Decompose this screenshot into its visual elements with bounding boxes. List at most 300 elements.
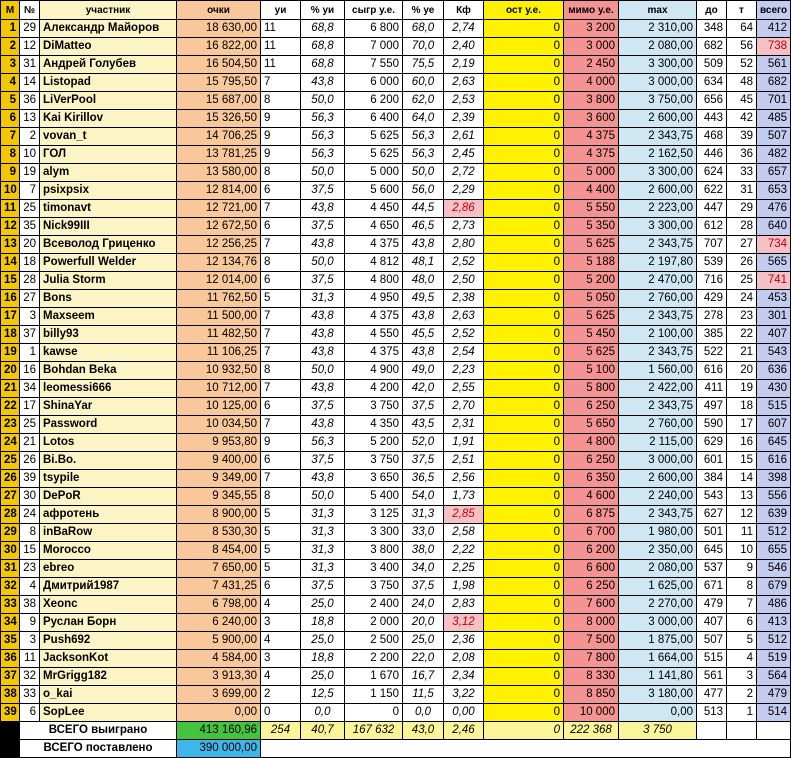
cell-played: 4 375: [345, 236, 403, 254]
cell-played: 3 800: [345, 542, 403, 560]
cell-pct-ye: 43,8: [403, 308, 444, 326]
cell-kf: 2,83: [444, 596, 484, 614]
cell-participant-name: Morocco: [40, 542, 177, 560]
cell-ui: 5: [261, 290, 301, 308]
cell-do: 682: [697, 38, 727, 56]
cell-points: 18 630,00: [177, 20, 261, 38]
cell-total: 565: [757, 254, 791, 272]
cell-t: 24: [727, 290, 757, 308]
cell-max: 3 300,00: [619, 164, 697, 182]
cell-pct-ui: 43,8: [301, 344, 345, 362]
cell-pct-ui: 56,3: [301, 434, 345, 452]
cell-kf: 2,34: [444, 668, 484, 686]
cell-participant-name: Nick99III: [40, 218, 177, 236]
cell-do: 443: [697, 110, 727, 128]
cell-kf: 2,31: [444, 416, 484, 434]
cell-ost: 0: [484, 596, 564, 614]
cell-participant-name: o_kai: [40, 686, 177, 704]
table-row: [1, 614, 791, 632]
cell-mimo: 5 450: [564, 326, 619, 344]
cell-ost: 0: [484, 398, 564, 416]
cell-participant-name: SopLee: [40, 704, 177, 722]
cell-participant-name: billy93: [40, 326, 177, 344]
cell-place: 20: [1, 362, 20, 380]
cell-pct-ye: 16,7: [403, 668, 444, 686]
col-header-pct-ui: % уи: [301, 1, 345, 20]
totals-max: 3 750: [619, 722, 697, 740]
col-header-m: М: [1, 1, 20, 20]
cell-ost: 0: [484, 362, 564, 380]
cell-mimo: 5 650: [564, 416, 619, 434]
cell-do: 539: [697, 254, 727, 272]
table-row: [1, 380, 791, 398]
cell-do: 501: [697, 524, 727, 542]
cell-max: 2 270,00: [619, 596, 697, 614]
cell-number: 8: [20, 524, 40, 542]
cell-played: 2 400: [345, 596, 403, 614]
cell-place: 25: [1, 452, 20, 470]
cell-kf: 2,74: [444, 20, 484, 38]
cell-pct-ye: 37,5: [403, 452, 444, 470]
cell-t: 7: [727, 596, 757, 614]
cell-kf: 2,52: [444, 326, 484, 344]
cell-kf: 2,25: [444, 560, 484, 578]
cell-number: 11: [20, 650, 40, 668]
cell-points: 15 687,00: [177, 92, 261, 110]
cell-do: 561: [697, 668, 727, 686]
cell-t: 1: [727, 704, 757, 722]
table-row: [1, 20, 791, 38]
cell-pct-ye: 43,8: [403, 236, 444, 254]
cell-ui: 7: [261, 74, 301, 92]
cell-ost: 0: [484, 200, 564, 218]
cell-pct-ye: 62,0: [403, 92, 444, 110]
cell-pct-ui: 50,0: [301, 362, 345, 380]
standings-body: [1, 20, 791, 722]
cell-max: 2 343,75: [619, 344, 697, 362]
cell-ui: 4: [261, 596, 301, 614]
cell-played: 6 800: [345, 20, 403, 38]
cell-do: 384: [697, 470, 727, 488]
cell-pct-ye: 64,0: [403, 110, 444, 128]
table-row: [1, 362, 791, 380]
cell-mimo: 6 250: [564, 452, 619, 470]
cell-ui: 9: [261, 434, 301, 452]
cell-mimo: 5 625: [564, 308, 619, 326]
cell-kf: 2,53: [444, 92, 484, 110]
cell-played: 4 900: [345, 362, 403, 380]
cell-mimo: 7 500: [564, 632, 619, 650]
cell-kf: 1,73: [444, 488, 484, 506]
cell-do: 629: [697, 434, 727, 452]
cell-t: 27: [727, 236, 757, 254]
cell-max: 2 197,80: [619, 254, 697, 272]
cell-t: 18: [727, 398, 757, 416]
cell-total: 607: [757, 416, 791, 434]
cell-number: 23: [20, 560, 40, 578]
cell-pct-ye: 45,5: [403, 326, 444, 344]
cell-played: 5 625: [345, 128, 403, 146]
cell-points: 11 482,50: [177, 326, 261, 344]
cell-played: 4 812: [345, 254, 403, 272]
cell-pct-ye: 56,0: [403, 182, 444, 200]
cell-place: 16: [1, 290, 20, 308]
col-header-kf: Кф: [444, 1, 484, 20]
cell-number: 9: [20, 614, 40, 632]
cell-max: 1 980,00: [619, 524, 697, 542]
cell-kf: 2,85: [444, 506, 484, 524]
table-row: [1, 452, 791, 470]
cell-do: 645: [697, 542, 727, 560]
cell-ost: 0: [484, 470, 564, 488]
cell-pct-ye: 68,0: [403, 20, 444, 38]
cell-pct-ye: 22,0: [403, 650, 444, 668]
cell-ui: 7: [261, 236, 301, 254]
cell-mimo: 5 800: [564, 380, 619, 398]
totals-empty-do: [697, 722, 727, 740]
cell-t: 22: [727, 326, 757, 344]
cell-max: 3 000,00: [619, 452, 697, 470]
cell-pct-ye: 48,0: [403, 272, 444, 290]
col-header-mimo: мимо у.е.: [564, 1, 619, 20]
totals-played: 167 632: [345, 722, 403, 740]
cell-max: 2 162,50: [619, 146, 697, 164]
cell-place: 8: [1, 146, 20, 164]
cell-pct-ui: 25,0: [301, 632, 345, 650]
cell-number: 16: [20, 362, 40, 380]
table-row: [1, 326, 791, 344]
table-row: [1, 632, 791, 650]
cell-do: 671: [697, 578, 727, 596]
cell-ost: 0: [484, 704, 564, 722]
cell-do: 537: [697, 560, 727, 578]
cell-points: 8 900,00: [177, 506, 261, 524]
cell-played: 5 625: [345, 146, 403, 164]
cell-points: 10 712,00: [177, 380, 261, 398]
cell-kf: 2,80: [444, 236, 484, 254]
cell-t: 10: [727, 542, 757, 560]
cell-place: 3: [1, 56, 20, 74]
cell-mimo: 6 250: [564, 398, 619, 416]
cell-max: 2 240,00: [619, 488, 697, 506]
cell-place: 31: [1, 560, 20, 578]
cell-max: 2 310,00: [619, 20, 697, 38]
cell-pct-ye: 0,0: [403, 704, 444, 722]
cell-ost: 0: [484, 254, 564, 272]
cell-kf: 2,38: [444, 290, 484, 308]
cell-pct-ui: 56,3: [301, 146, 345, 164]
cell-played: 4 450: [345, 200, 403, 218]
cell-pct-ui: 43,8: [301, 416, 345, 434]
cell-played: 2 000: [345, 614, 403, 632]
cell-kf: 1,98: [444, 578, 484, 596]
cell-ost: 0: [484, 416, 564, 434]
cell-played: 3 750: [345, 398, 403, 416]
cell-total: 734: [757, 236, 791, 254]
cell-number: 12: [20, 38, 40, 56]
cell-total: 561: [757, 56, 791, 74]
cell-played: 3 125: [345, 506, 403, 524]
cell-t: 25: [727, 272, 757, 290]
cell-max: 2 223,00: [619, 200, 697, 218]
cell-do: 707: [697, 236, 727, 254]
cell-ui: 8: [261, 488, 301, 506]
cell-pct-ui: 31,3: [301, 542, 345, 560]
cell-max: 2 343,75: [619, 236, 697, 254]
cell-t: 15: [727, 452, 757, 470]
cell-kf: 1,91: [444, 434, 484, 452]
cell-ost: 0: [484, 146, 564, 164]
cell-max: 1 560,00: [619, 362, 697, 380]
cell-ost: 0: [484, 614, 564, 632]
cell-ost: 0: [484, 452, 564, 470]
totals-ui: 254: [261, 722, 301, 740]
cell-points: 7 431,25: [177, 578, 261, 596]
cell-pct-ye: 31,3: [403, 506, 444, 524]
table-row: [1, 650, 791, 668]
cell-pct-ui: 18,8: [301, 650, 345, 668]
cell-ost: 0: [484, 488, 564, 506]
cell-participant-name: ShinaYar: [40, 398, 177, 416]
cell-t: 16: [727, 434, 757, 452]
cell-pct-ui: 50,0: [301, 92, 345, 110]
cell-points: 11 500,00: [177, 308, 261, 326]
cell-kf: 2,39: [444, 110, 484, 128]
totals-staked-label: ВСЕГО поставлено: [20, 740, 177, 758]
cell-ui: 8: [261, 164, 301, 182]
cell-t: 19: [727, 380, 757, 398]
cell-ui: 5: [261, 560, 301, 578]
cell-max: 2 343,75: [619, 128, 697, 146]
cell-mimo: 5 000: [564, 164, 619, 182]
table-row: [1, 344, 791, 362]
cell-t: 64: [727, 20, 757, 38]
cell-total: 512: [757, 632, 791, 650]
cell-do: 407: [697, 614, 727, 632]
cell-number: 26: [20, 452, 40, 470]
totals-staked-value: 390 000,00: [177, 740, 261, 758]
table-row: [1, 218, 791, 236]
cell-place: 13: [1, 236, 20, 254]
cell-kf: 2,54: [444, 344, 484, 362]
cell-do: 429: [697, 290, 727, 308]
cell-number: 14: [20, 74, 40, 92]
cell-mimo: 5 188: [564, 254, 619, 272]
cell-mimo: 5 050: [564, 290, 619, 308]
cell-number: 27: [20, 290, 40, 308]
cell-pct-ye: 43,5: [403, 416, 444, 434]
cell-played: 6 200: [345, 92, 403, 110]
cell-max: 2 600,00: [619, 110, 697, 128]
cell-max: 2 470,00: [619, 272, 697, 290]
cell-pct-ye: 56,3: [403, 128, 444, 146]
cell-number: 29: [20, 20, 40, 38]
cell-place: 22: [1, 398, 20, 416]
cell-t: 42: [727, 110, 757, 128]
col-header-pct-ye: % уе: [403, 1, 444, 20]
cell-participant-name: Powerfull Welder: [40, 254, 177, 272]
table-row: [1, 542, 791, 560]
cell-points: 10 034,50: [177, 416, 261, 434]
cell-ui: 9: [261, 146, 301, 164]
cell-total: 640: [757, 218, 791, 236]
cell-participant-name: Александр Майоров: [40, 20, 177, 38]
cell-points: 9 345,55: [177, 488, 261, 506]
cell-number: 25: [20, 200, 40, 218]
cell-do: 468: [697, 128, 727, 146]
table-row: [1, 146, 791, 164]
cell-do: 590: [697, 416, 727, 434]
cell-pct-ui: 43,8: [301, 470, 345, 488]
cell-t: 33: [727, 164, 757, 182]
cell-mimo: 6 350: [564, 470, 619, 488]
cell-ui: 8: [261, 362, 301, 380]
cell-mimo: 6 700: [564, 524, 619, 542]
cell-do: 479: [697, 596, 727, 614]
cell-participant-name: ebreo: [40, 560, 177, 578]
cell-number: 20: [20, 236, 40, 254]
cell-t: 26: [727, 254, 757, 272]
cell-ui: 6: [261, 182, 301, 200]
cell-place: 37: [1, 668, 20, 686]
totals-spacer: [1, 722, 20, 740]
cell-ost: 0: [484, 182, 564, 200]
cell-pct-ui: 50,0: [301, 164, 345, 182]
col-header-played: сыгр у.е.: [345, 1, 403, 20]
cell-mimo: 5 200: [564, 272, 619, 290]
cell-t: 6: [727, 614, 757, 632]
cell-number: 31: [20, 56, 40, 74]
cell-max: 2 343,75: [619, 506, 697, 524]
cell-total: 301: [757, 308, 791, 326]
cell-points: 3 913,30: [177, 668, 261, 686]
table-row: [1, 578, 791, 596]
cell-max: 1 141,80: [619, 668, 697, 686]
cell-played: 7 000: [345, 38, 403, 56]
cell-played: 4 350: [345, 416, 403, 434]
cell-max: 2 343,75: [619, 398, 697, 416]
table-row: [1, 128, 791, 146]
cell-mimo: 4 375: [564, 128, 619, 146]
cell-do: 543: [697, 488, 727, 506]
cell-number: 19: [20, 164, 40, 182]
cell-mimo: 5 625: [564, 236, 619, 254]
totals-staked-row: [1, 740, 791, 758]
cell-points: 9 953,80: [177, 434, 261, 452]
cell-number: 15: [20, 542, 40, 560]
cell-mimo: 4 400: [564, 182, 619, 200]
table-row: [1, 254, 791, 272]
cell-ui: 6: [261, 272, 301, 290]
cell-ost: 0: [484, 110, 564, 128]
cell-t: 17: [727, 416, 757, 434]
cell-played: 5 000: [345, 164, 403, 182]
cell-mimo: 4 800: [564, 434, 619, 452]
cell-do: 601: [697, 452, 727, 470]
cell-number: 30: [20, 488, 40, 506]
cell-pct-ui: 18,8: [301, 614, 345, 632]
totals-spacer-2: [1, 740, 20, 758]
cell-ost: 0: [484, 290, 564, 308]
cell-ui: 8: [261, 254, 301, 272]
cell-ost: 0: [484, 326, 564, 344]
cell-t: 45: [727, 92, 757, 110]
cell-do: 522: [697, 344, 727, 362]
cell-points: 8 454,00: [177, 542, 261, 560]
cell-kf: 2,08: [444, 650, 484, 668]
cell-max: 2 600,00: [619, 182, 697, 200]
cell-kf: 2,73: [444, 218, 484, 236]
cell-pct-ui: 0,0: [301, 704, 345, 722]
cell-played: 0: [345, 704, 403, 722]
cell-played: 4 200: [345, 380, 403, 398]
cell-pct-ui: 25,0: [301, 596, 345, 614]
cell-points: 16 822,00: [177, 38, 261, 56]
cell-pct-ye: 48,1: [403, 254, 444, 272]
cell-participant-name: Xeonc: [40, 596, 177, 614]
cell-mimo: 5 625: [564, 344, 619, 362]
cell-place: 2: [1, 38, 20, 56]
cell-kf: 2,29: [444, 182, 484, 200]
cell-played: 6 000: [345, 74, 403, 92]
cell-ost: 0: [484, 524, 564, 542]
cell-pct-ye: 70,0: [403, 38, 444, 56]
cell-total: 519: [757, 650, 791, 668]
cell-t: 4: [727, 650, 757, 668]
cell-kf: 3,22: [444, 686, 484, 704]
cell-kf: 3,12: [444, 614, 484, 632]
cell-participant-name: tsypile: [40, 470, 177, 488]
cell-ui: 5: [261, 506, 301, 524]
cell-ost: 0: [484, 56, 564, 74]
cell-total: 616: [757, 452, 791, 470]
cell-kf: 2,51: [444, 452, 484, 470]
col-header-n: №: [20, 1, 40, 20]
cell-max: 2 422,00: [619, 380, 697, 398]
cell-played: 2 500: [345, 632, 403, 650]
cell-points: 6 798,00: [177, 596, 261, 614]
table-row: [1, 272, 791, 290]
cell-pct-ui: 37,5: [301, 578, 345, 596]
cell-total: 507: [757, 128, 791, 146]
cell-played: 4 950: [345, 290, 403, 308]
cell-t: 20: [727, 362, 757, 380]
cell-points: 0,00: [177, 704, 261, 722]
cell-number: 33: [20, 686, 40, 704]
cell-participant-name: kawse: [40, 344, 177, 362]
cell-pct-ui: 43,8: [301, 200, 345, 218]
cell-place: 6: [1, 110, 20, 128]
cell-ost: 0: [484, 380, 564, 398]
cell-total: 556: [757, 488, 791, 506]
cell-ui: 8: [261, 92, 301, 110]
cell-pct-ui: 31,3: [301, 524, 345, 542]
cell-ui: 11: [261, 56, 301, 74]
totals-ost: 0: [484, 722, 564, 740]
cell-pct-ye: 33,0: [403, 524, 444, 542]
cell-do: 627: [697, 506, 727, 524]
cell-ui: 6: [261, 218, 301, 236]
cell-total: 515: [757, 398, 791, 416]
cell-participant-name: Андрей Голубев: [40, 56, 177, 74]
cell-points: 5 900,00: [177, 632, 261, 650]
cell-mimo: 6 250: [564, 578, 619, 596]
cell-participant-name: Julia Storm: [40, 272, 177, 290]
cell-ost: 0: [484, 20, 564, 38]
cell-mimo: 5 550: [564, 200, 619, 218]
cell-participant-name: psixpsix: [40, 182, 177, 200]
cell-do: 634: [697, 74, 727, 92]
